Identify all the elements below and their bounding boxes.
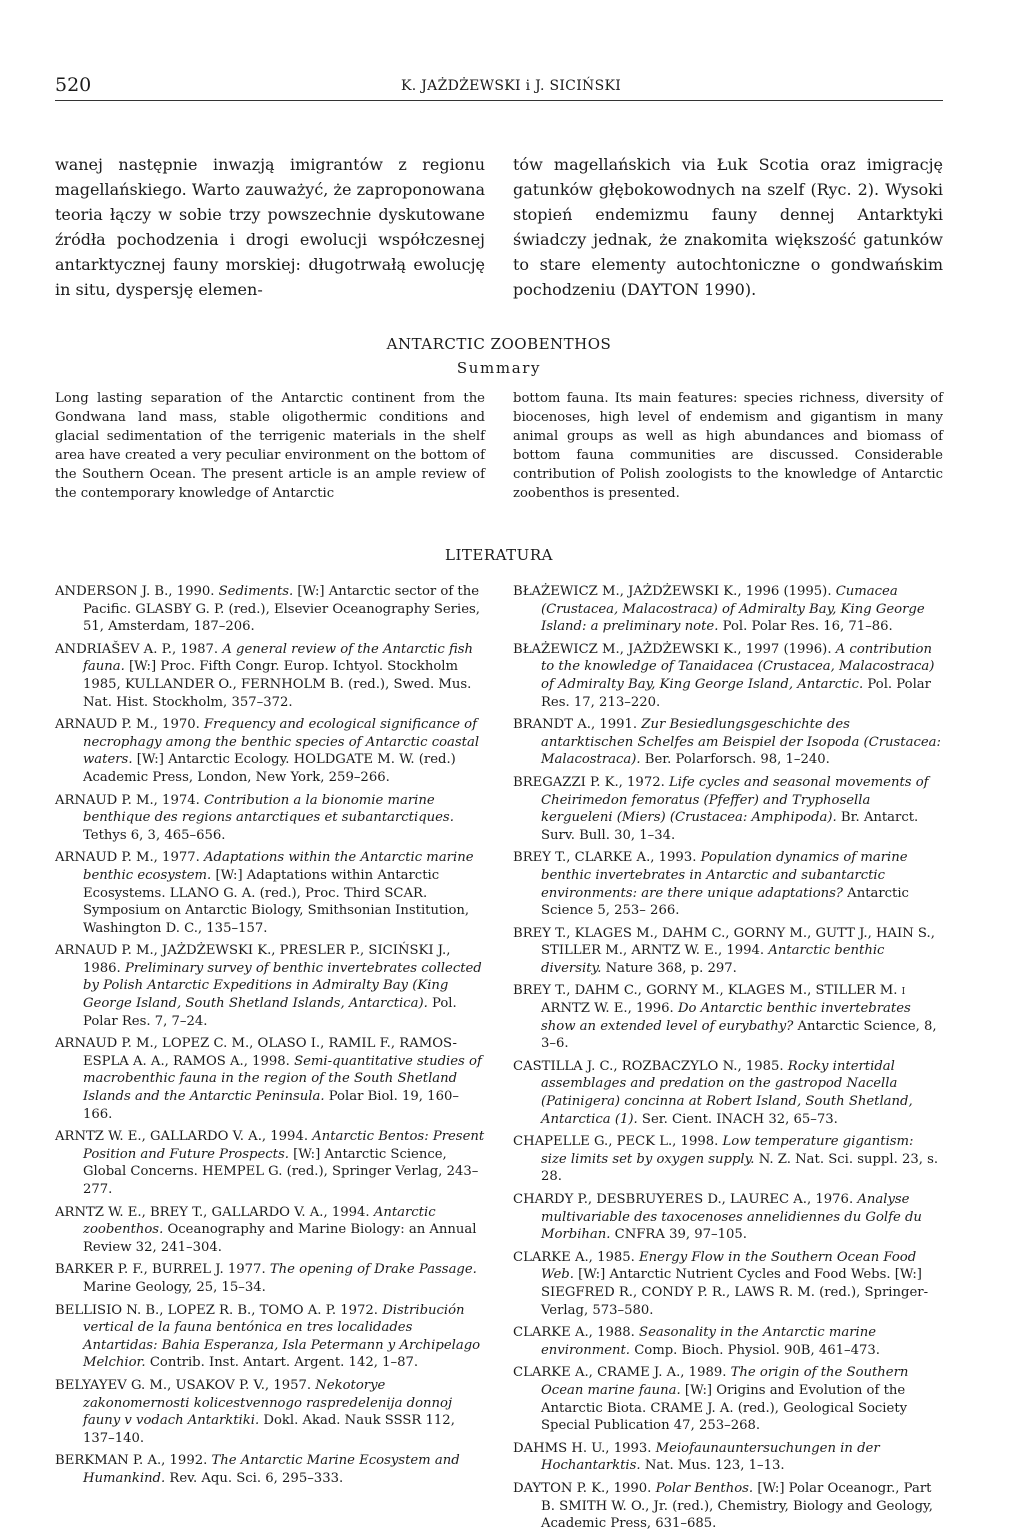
reference-authors: BELLISIO N. B., LOPEZ R. B., TOMO A. P. 1972. — [55, 1302, 378, 1318]
reference-entry — [513, 1058, 943, 1128]
reference-title: The opening of Drake Passage. — [269, 1262, 477, 1278]
reference-title: The origin of the Southern Ocean marine fauna. — [541, 1365, 909, 1398]
reference-authors: CHARDY P., DESBRUYERES D., LAUREC A., 1976. — [513, 1192, 854, 1207]
reference-title: The Antarctic Marine Ecosystem and Humankind. — [83, 1453, 460, 1486]
reference-citation: Contrib. Inst. Antart. Argent. 142, 1–87. — [149, 1355, 419, 1371]
intro-left-column — [55, 152, 485, 302]
reference-entry — [513, 1191, 943, 1244]
reference-citation: [W:] Antarctic sector of the Pacific. GLASBY G. P. (red.), Elsevier Oceanography Series, 51, Amsterdam, 187–206. — [83, 584, 480, 635]
reference-entry — [55, 1204, 485, 1257]
reference-citation: Tethys 6, 3, 465–656. — [83, 827, 226, 843]
reference-title: Antarctic zoobenthos. — [83, 1204, 436, 1238]
reference-title: Seasonality in the Antarctic marine environment. — [541, 1325, 877, 1358]
reference-entry — [513, 1364, 943, 1434]
reference-title: A contribution to the knowledge of Tanaidacea (Crustacea, Malacostraca) of Admiralty Bay, King George Island, Antarctic. — [541, 641, 935, 692]
reference-entry — [513, 774, 943, 844]
reference-citation: N. Z. Nat. Sci. suppl. 23, s. 28. — [541, 1151, 939, 1185]
reference-citation: Antarctic Science, 8, 3–6. — [541, 1018, 937, 1052]
reference-authors: BŁAŻEWICZ M., JAŻDŻEWSKI K., 1996 (1995). — [513, 584, 832, 599]
reference-entry — [513, 1440, 943, 1475]
reference-citation: [W:] Polar Oceanogr., Part B. SMITH W. O., Jr. (red.), Chemistry, Biology and Geology, Academic Press, 631–685. — [541, 1480, 933, 1532]
reference-entry — [55, 1452, 485, 1487]
reference-title: Frequency and ecological significance of necrophagy among the benthic species of Antarctic coastal waters. — [83, 717, 480, 768]
running-head-authors: K. JAŻDŻEWSKI i J. SICIŃSKI — [401, 78, 622, 94]
reference-citation: [W:] Proc. Fifth Congr. Europ. Ichtyol. Stockholm 1985, KULLANDER O., FERNHOLM B. (red.), Swed. Mus. Nat. Hist. Stockholm, 357–372. — [83, 659, 472, 710]
reference-citation: [W:] Antarctic Science, Global Concerns. HEMPEL G. (red.), Springer Verlag, 243–277. — [83, 1146, 479, 1197]
reference-title: Contribution a la bionomie marine benthique des regions antarctiques et subantarctiques. — [83, 792, 454, 826]
page-number: 520 — [55, 74, 92, 96]
reference-citation: [W:] Origins and Evolution of the Antarctic Biota. CRAME J. A. (red.), Geological Society Special Publication 47, 253–268. — [541, 1382, 908, 1434]
reference-authors: ARNAUD P. M., 1970. — [55, 717, 200, 733]
reference-entry — [55, 942, 485, 1030]
summary-paragraph-right: bottom fauna. Its main features: species richness, diversity of biocenoses, high level of endemism and gigantism in many animal groups as well as high abundances and biomass of bottom fauna communities are discussed. Considerable contribution of Polish zoologists to the knowledge of Antarctic zoobenthos is presented. — [513, 391, 943, 501]
references-right-column — [513, 583, 943, 1538]
reference-title: Do Antarctic benthic invertebrates show an extended level of eurybathy? — [541, 1001, 911, 1034]
reference-authors: ANDRIAŠEV A. P., 1987. — [55, 641, 219, 657]
reference-title: Zur Besiedlungsgeschichte des antarktischen Schelfes am Beispiel der Isopoda (Crustacea: Malacostraca). — [541, 717, 941, 768]
reference-authors: CASTILLA J. C., ROZBACZYLO N., 1985. — [513, 1058, 784, 1074]
reference-title: Semi-quantitative studies of macrobenthic fauna in the region of the South Shetland Islands and the Antarctic Peninsula. — [83, 1053, 482, 1105]
reference-authors: CHAPELLE G., PECK L., 1998. — [513, 1134, 719, 1150]
reference-authors: ARNAUD P. M., 1974. — [55, 792, 200, 808]
reference-authors: BREY T., DAHM C., GORNY M., KLAGES M., STILLER M. i ARNTZ W. E., 1996. — [513, 983, 906, 1017]
reference-citation: [W:] Antarctic Ecology. HOLDGATE M. W. (red.) Academic Press, London, New York, 259–266. — [83, 752, 456, 785]
reference-entry — [513, 1480, 943, 1533]
reference-authors: BRANDT A., 1991. — [513, 717, 638, 733]
intro-text — [55, 152, 943, 302]
reference-entry — [55, 583, 485, 636]
reference-entry — [55, 1128, 485, 1198]
references-left-column — [55, 583, 485, 1538]
reference-title: Cumacea (Crustacea, Malacostraca) of Admiralty Bay, King George Island: a preliminary note. — [541, 584, 925, 635]
reference-authors: CLARKE A., CRAME J. A., 1989. — [513, 1365, 727, 1381]
reference-citation: Rev. Aqu. Sci. 6, 295–333. — [169, 1470, 344, 1486]
reference-authors: BREGAZZI P. K., 1972. — [513, 774, 665, 790]
reference-authors: ARNTZ W. E., BREY T., GALLARDO V. A., 1994. — [55, 1204, 370, 1220]
reference-title: Adaptations within the Antarctic marine benthic ecosystem. — [83, 850, 474, 883]
reference-authors: BŁAŻEWICZ M., JAŻDŻEWSKI K., 1997 (1996). — [513, 641, 832, 657]
reference-entry — [55, 641, 485, 711]
reference-citation: Pol. Polar Res. 16, 71–86. — [722, 619, 893, 635]
summary-left-column — [55, 389, 485, 503]
reference-entry — [55, 1377, 485, 1447]
reference-authors: ARNTZ W. E., GALLARDO V. A., 1994. — [55, 1129, 309, 1145]
reference-title: Polar Benthos. — [655, 1480, 754, 1496]
reference-authors: ARNAUD P. M., JAŻDŻEWSKI K., PRESLER P., SICIŃSKI J., 1986. — [55, 943, 451, 976]
reference-authors: CLARKE A., 1988. — [513, 1325, 635, 1341]
summary-right-column — [513, 389, 943, 503]
reference-title: Population dynamics of marine benthic invertebrates in Antarctic and subantarctic environments: are there unique adaptations? — [541, 850, 908, 901]
reference-authors: DAYTON P. K., 1990. — [513, 1480, 652, 1496]
summary-subheading: Summary — [456, 359, 542, 377]
intro-paragraph-right: tów magellańskich via Łuk Scotia oraz imigrację gatunków głębokowodnych na szelf (Ryc. 2). Wysoki stopień endemizmu fauny dennej Antarktyki świadczy jednak, że znakomita większość gatunków to stare elementy autochtoniczne o gondwańskim pochodzeniu (DAYTON 1990). — [513, 155, 943, 299]
reference-entry — [55, 849, 485, 937]
reference-entry — [55, 1261, 485, 1296]
reference-citation: Pol. Polar Res. 7, 7–24. — [83, 996, 457, 1029]
running-head — [55, 70, 943, 96]
reference-citation: Comp. Bioch. Physiol. 90B, 461–473. — [634, 1342, 881, 1358]
reference-citation: Antarctic Science 5, 253– 266. — [541, 885, 909, 919]
page — [55, 70, 943, 1538]
reference-title: Sediments. — [218, 584, 294, 599]
reference-entry — [513, 1133, 943, 1186]
reference-authors: BERKMAN P. A., 1992. — [55, 1453, 208, 1469]
reference-entry — [513, 982, 943, 1052]
reference-authors: ARNAUD P. M., LOPEZ C. M., OLASO I., RAMIL F., RAMOS-ESPLA A. A., RAMOS A., 1998. — [55, 1036, 458, 1069]
reference-entry — [513, 641, 943, 711]
reference-citation: Ber. Polarforsch. 98, 1–240. — [644, 752, 830, 768]
reference-authors: DAHMS H. U., 1993. — [513, 1440, 652, 1456]
reference-citation: Marine Geology, 25, 15–34. — [83, 1279, 266, 1295]
header-rule — [55, 100, 943, 101]
reference-entry — [55, 792, 485, 845]
reference-citation: Dokl. Akad. Nauk SSSR 112, 137–140. — [83, 1413, 455, 1446]
reference-entry — [513, 849, 943, 919]
reference-citation: Oceanography and Marine Biology: an Annual Review 32, 241–304. — [83, 1222, 477, 1255]
reference-entry — [513, 583, 943, 636]
reference-citation: Polar Biol. 19, 160–166. — [83, 1089, 459, 1122]
reference-title: Rocky intertidal assemblages and predation on the gastropod Nacella (Patinigera) concinna at Robert Island, South Shetland, Antarctica (1). — [541, 1058, 913, 1127]
reference-title: Analyse multivariable des taxocenoses annelidiennes du Golfe du Morbihan. — [541, 1192, 922, 1243]
reference-citation: CNFRA 39, 97–105. — [614, 1227, 747, 1243]
reference-title: Antarctic Bentos: Present Position and Future Prospects. — [83, 1129, 485, 1162]
reference-authors: ARNAUD P. M., 1977. — [55, 850, 200, 866]
reference-entry — [513, 1249, 943, 1319]
reference-title: Antarctic benthic diversity. — [541, 943, 885, 976]
reference-authors: ANDERSON J. B., 1990. — [55, 584, 215, 599]
reference-authors: BARKER P. F., BURREL J. 1977. — [55, 1262, 266, 1278]
reference-entry — [55, 1302, 485, 1372]
reference-title: Meiofaunauntersuchungen in der Hochantarktis. — [541, 1440, 880, 1474]
reference-entry — [513, 1324, 943, 1359]
reference-authors: BELYAYEV G. M., USAKOV P. V., 1957. — [55, 1377, 312, 1393]
reference-citation: Nature 368, p. 297. — [605, 960, 737, 976]
reference-citation: [W:] Antarctic Nutrient Cycles and Food Webs. [W:] SIEGFRED R., CONDY P. R., LAWS R. M. (red.), Springer-Verlag, 573–580. — [541, 1267, 929, 1318]
literature-heading: LITERATURA — [445, 546, 553, 564]
reference-citation: Br. Antarct. Surv. Bull. 30, 1–34. — [541, 810, 919, 843]
reference-citation: Pol. Polar Res. 17, 213–220. — [541, 676, 931, 710]
reference-authors: BREY T., CLARKE A., 1993. — [513, 850, 697, 866]
reference-authors: CLARKE A., 1985. — [513, 1249, 635, 1265]
reference-entry — [55, 1035, 485, 1123]
summary-text — [55, 389, 943, 503]
reference-citation: Nat. Mus. 123, 1–13. — [644, 1458, 785, 1474]
reference-entry — [55, 716, 485, 786]
intro-paragraph-left: wanej następnie inwazją imigrantów z regionu magellańskiego. Warto zauważyć, że zaproponowana teoria łączy w sobie trzy powszechnie dyskutowane źródła pochodzenia i drogi ewolucji współczesnej antarktycznej fauny morskiej: długotrwałą ewolucję in situ, dyspersję elemen- — [55, 155, 485, 299]
reference-list — [55, 583, 943, 1538]
summary-heading: ANTARCTIC ZOOBENTHOS — [386, 335, 612, 353]
reference-authors: BREY T., KLAGES M., DAHM C., GORNY M., GUTT J., HAIN S., STILLER M., ARNTZ W. E., 1994. — [513, 925, 935, 959]
reference-title: Distribución vertical de la fauna bentónica en tres localidades Antartidas: Bahia Esperanza, Isla Petermann y Archipelago Melchior. — [83, 1302, 481, 1371]
summary-paragraph-left: Long lasting separation of the Antarctic continent from the Gondwana land mass, stable oligothermic conditions and glacial sedimentation of the terrigenic materials in the shelf area have created a very peculiar environment on the bottom of the Southern Ocean. The present article is an ample review of the contemporary knowledge of Antarctic — [55, 391, 485, 501]
reference-entry — [513, 716, 943, 769]
reference-title: Preliminary survey of benthic invertebrates collected by Polish Antarctic Expeditions in Admiralty Bay (King George Island, South Shetland Islands, Antarctica). — [83, 960, 482, 1012]
reference-citation: [W:] Adaptations within Antarctic Ecosystems. LLANO G. A. (red.), Proc. Third SCAR. Symposium on Antarctic Biology, Smithsonian Institution, Washington D. C., 135–157. — [83, 867, 470, 936]
reference-title: Energy Flow in the Southern Ocean Food Web. — [541, 1249, 917, 1283]
reference-title: Life cycles and seasonal movements of Cheirimedon femoratus (Pfeffer) and Tryphosella kergueleni (Miers) (Crustacea: Amphipoda). — [541, 774, 929, 826]
reference-title: A general review of the Antarctic fish fauna. — [83, 641, 474, 675]
reference-citation: Ser. Cient. INACH 32, 65–73. — [641, 1111, 838, 1127]
reference-title: Low temperature gigantism: size limits set by oxygen supply. — [541, 1134, 914, 1167]
intro-right-column — [513, 152, 943, 302]
reference-entry — [513, 925, 943, 978]
reference-title: Nekotorye zakonomernosti kolicestvennogo raspredelenija donnoj fauny v vodach Antarktiki. — [83, 1377, 453, 1429]
